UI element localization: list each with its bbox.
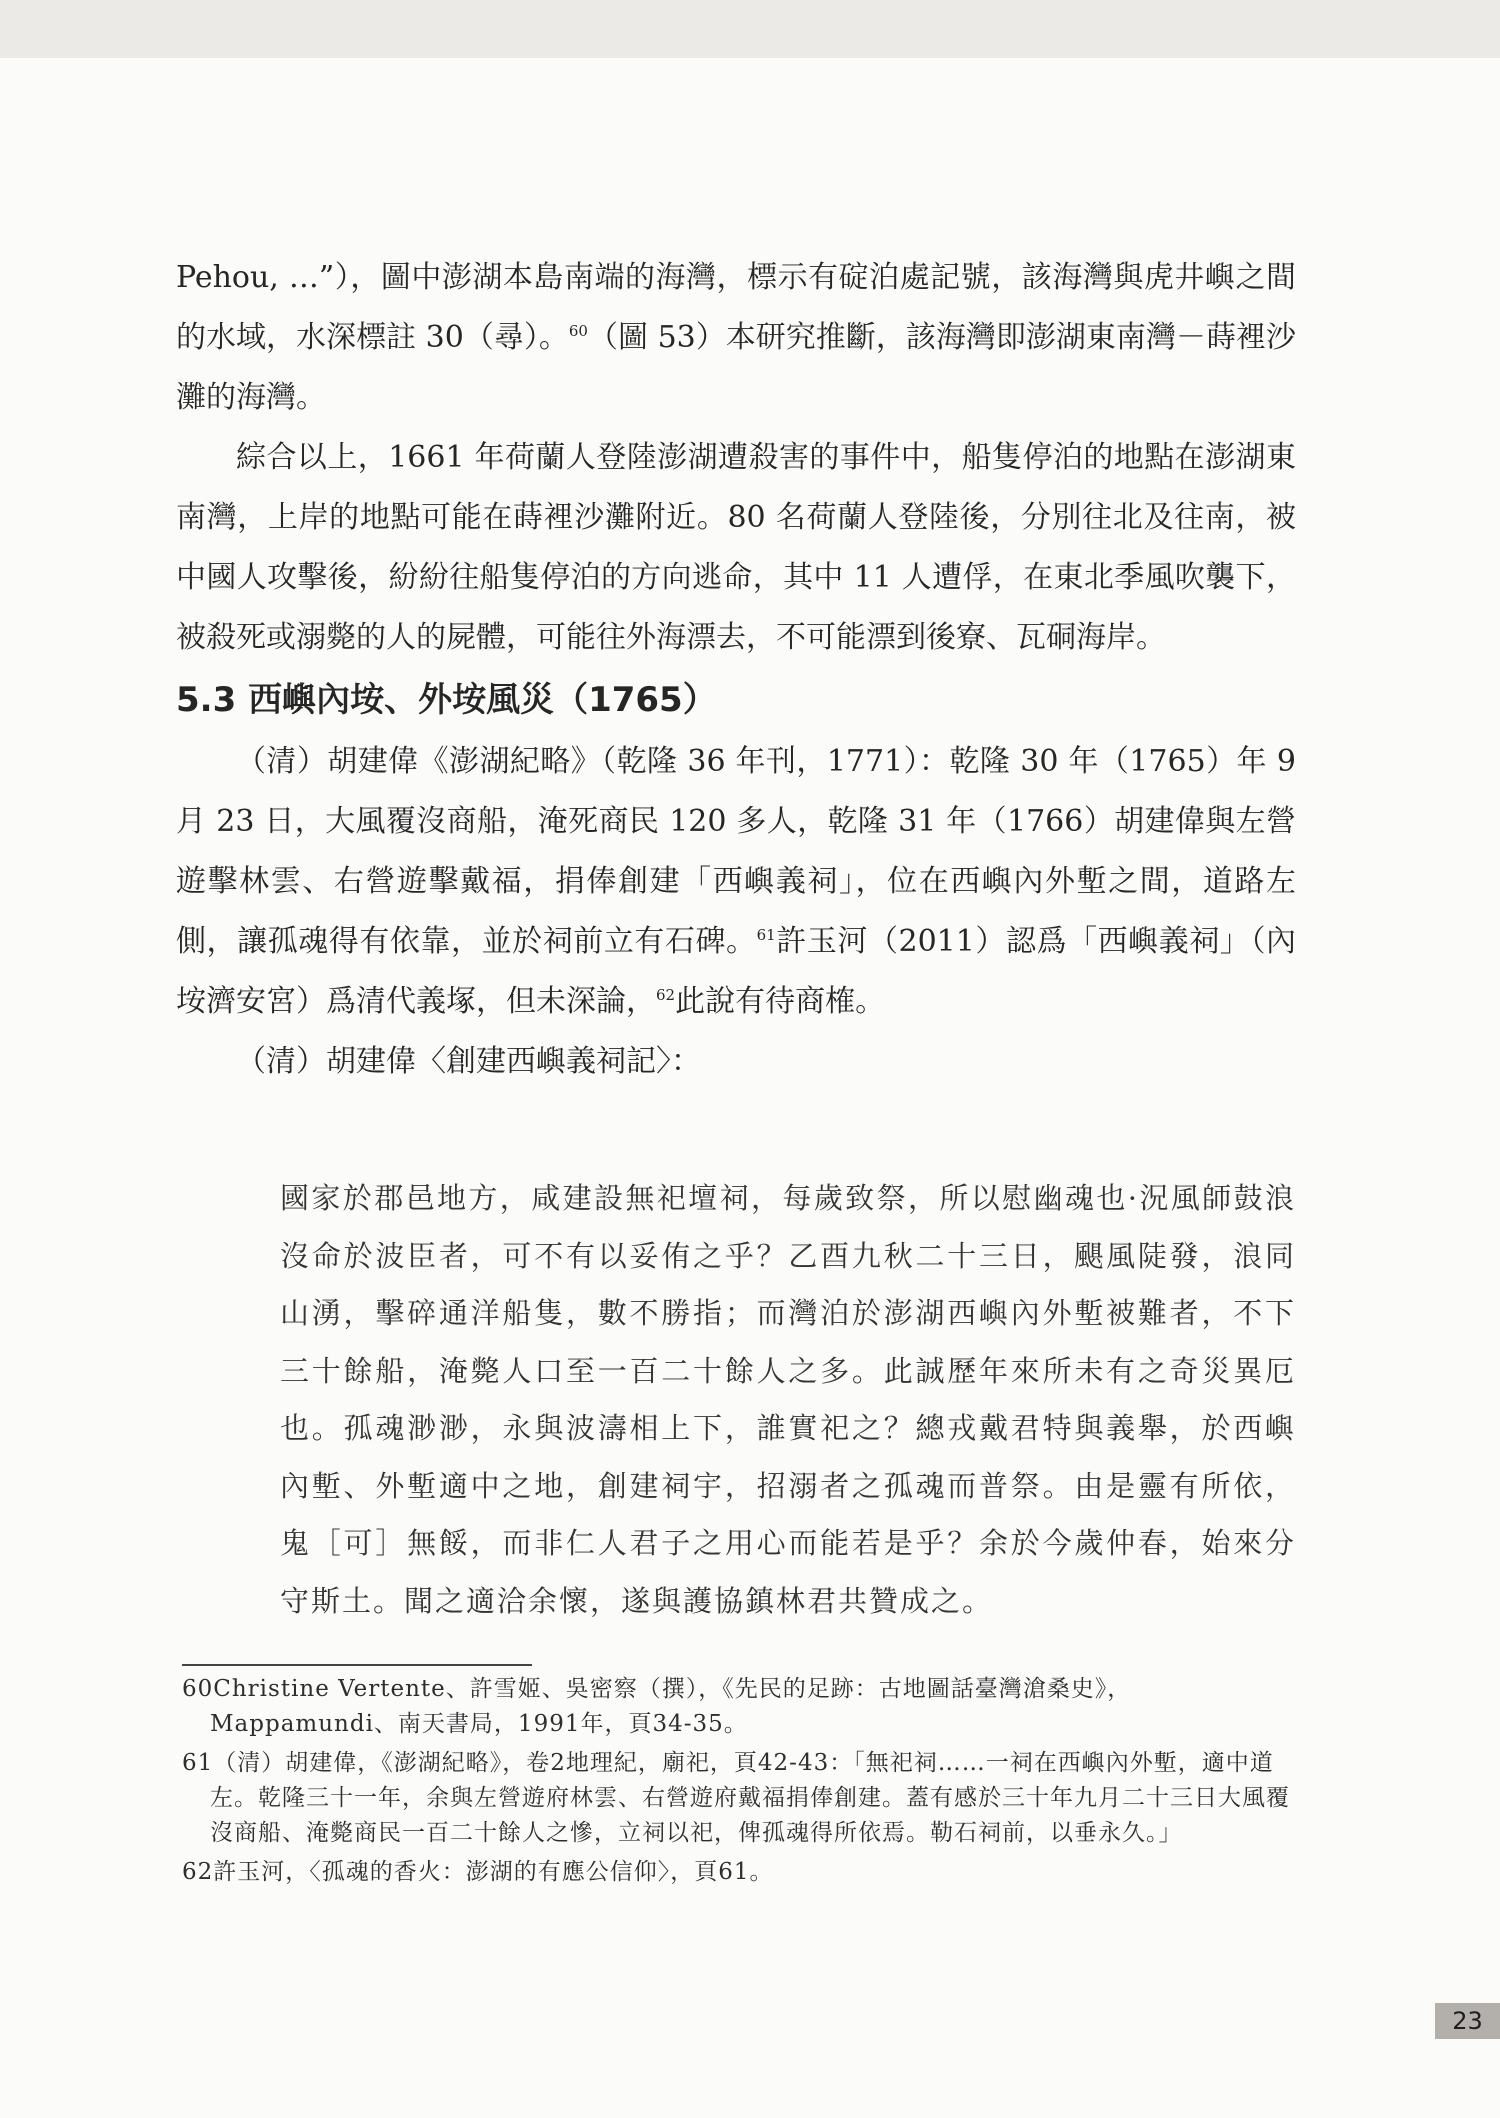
paragraph-3-text-b: 許玉河（2011）認爲「西嶼義祠」（內垵濟安宮）爲清代義塚，但未深論，	[176, 924, 1297, 1019]
paragraph-1-text-b: （圖 53）本研究推斷，該海灣即澎湖東南灣－蒔裡沙灘的海灣。	[176, 320, 1296, 415]
footnote-62: 62許玉河，〈孤魂的香火：澎湖的有應公信仰〉，頁61。	[182, 1859, 774, 1885]
paragraph-4: （清）胡建偉〈創建西嶼義祠記〉：	[236, 1044, 701, 1079]
footnotes	[182, 1672, 1296, 1894]
block-quote	[280, 1170, 1296, 1630]
footnote-divider	[182, 1664, 532, 1666]
page-number: 23	[1435, 2003, 1500, 2039]
paragraph-2: 綜合以上，1661 年荷蘭人登陸澎湖遭殺害的事件中，船隻停泊的地點在澎湖東南灣，上岸的地點可能在蒔裡沙灘附近。80 名荷蘭人登陸後，分別往北及往南，被中國人攻擊後，紛紛往船隻停泊的方向逃命，其中 11 人遭俘，在東北季風吹襲下，被殺死或溺斃的人的屍體，可能往外海漂去，不可能漂到後寮、瓦硐海岸。	[176, 440, 1296, 655]
paragraph-3-text-a: （清）胡建偉《澎湖紀略》（乾隆 36 年刊，1771）：乾隆 30 年（1765）年 9 月 23 日，大風覆沒商船，淹死商民 120 多人，乾隆 31 年（1766）胡建偉與左營遊擊林雲、右營遊擊戴福，捐俸創建「西嶼義祠」，位在西嶼內外塹之間，道路左側，讓孤魂得有依靠，並於祠前立有石碑。	[176, 744, 1296, 959]
main-body-text	[176, 248, 1296, 1092]
block-quote-text: 國家於郡邑地方，咸建設無祀壇祠，每歲致祭，所以慰幽魂也·況風師鼓浪沒命於波臣者，可不有以妥侑之乎？乙酉九秋二十三日，颶風陡發，浪同山湧，擊碎通洋船隻，數不勝指；而灣泊於澎湖西嶼內外塹被難者，不下三十餘船，淹斃人口至一百二十餘人之多。此誠歷年來所未有之奇災異厄也。孤魂渺渺，永與波濤相上下，誰實祀之？總戎戴君特與義舉，於西嶼內塹、外塹適中之地，創建祠宇，招溺者之孤魂而普祭。由是靈有所依，鬼［可］無餒，而非仁人君子之用心而能若是乎？余於今歲仲春，始來分守斯土。聞之適洽余懷，遂與護協鎮林君共贊成之。	[280, 1181, 1296, 1618]
paragraph-3-text-c: 此說有待商榷。	[675, 984, 886, 1019]
footnote-61: 61（清）胡建偉，《澎湖紀略》，卷2地理紀，廟祀，頁42-43：「無祀祠……一祠在西嶼內外塹，適中道左。乾隆三十一年，余與左營遊府林雲、右營遊府戴福捐俸創建。蓋有感於三十年九月二十三日大風覆沒商船、淹斃商民一百二十餘人之慘，立祠以祀，俾孤魂得所依焉。勒石祠前，以垂永久。」	[182, 1750, 1290, 1846]
footnote-60: 60Christine Vertente、許雪姬、吳密察（撰），《先民的足跡：古地圖話臺灣滄桑史》，Mappamundi、南天書局，1991年，頁34-35。	[182, 1676, 1132, 1737]
paragraph-1-text-a: Pehou, …”），圖中澎湖本島南端的海灣，標示有碇泊處記號，該海灣與虎井嶼之間的水域，水深標註 30（尋）。	[176, 260, 1296, 355]
paragraph-3	[176, 732, 1296, 1032]
paragraph-1	[176, 248, 1296, 428]
section-heading: 5.3 西嶼內垵、外垵風災（1765）	[176, 680, 717, 720]
footnote-ref-60[interactable]: 60	[568, 322, 588, 340]
footnote-ref-62[interactable]: 62	[656, 986, 676, 1004]
footnote-ref-61[interactable]: 61	[756, 926, 776, 944]
